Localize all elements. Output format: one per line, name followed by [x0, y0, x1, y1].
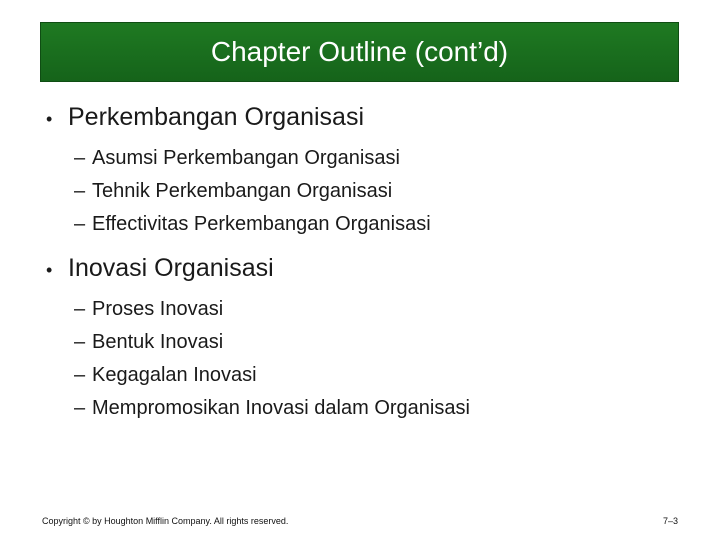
- slide-title: Chapter Outline (cont’d): [210, 36, 509, 67]
- list-item-text: Kegagalan Inovasi: [92, 364, 257, 386]
- list-item: [74, 142, 686, 175]
- list-item-text: Bentuk Inovasi: [92, 331, 224, 353]
- dash-icon: –: [74, 331, 86, 353]
- copyright-text: Copyright © by Houghton Mifflin Company. All rights reserved.: [42, 516, 289, 526]
- section-heading: [46, 251, 686, 287]
- section-heading-text: Inovasi Organisasi: [68, 254, 274, 282]
- list-item: [74, 392, 686, 425]
- bullet-icon: •: [46, 260, 53, 280]
- list-item-text: Tehnik Perkembangan Organisasi: [92, 180, 393, 202]
- list-item: [74, 359, 686, 392]
- page-number: 7–3: [662, 516, 678, 526]
- bullet-icon: •: [46, 109, 53, 129]
- list-item-text: Proses Inovasi: [92, 298, 224, 320]
- list-item-text: Effectivitas Perkembangan Organisasi: [92, 213, 431, 235]
- section-perkembangan: [46, 100, 686, 241]
- dash-icon: –: [74, 364, 86, 386]
- dash-icon: –: [74, 298, 86, 320]
- slide-content: [46, 100, 686, 425]
- section-inovasi: [46, 251, 686, 425]
- section-heading: [46, 100, 686, 136]
- section-heading-text: Perkembangan Organisasi: [68, 103, 364, 131]
- list-item: [74, 326, 686, 359]
- dash-icon: –: [74, 213, 86, 235]
- sub-list: [74, 293, 686, 425]
- list-item-text: Mempromosikan Inovasi dalam Organisasi: [92, 397, 470, 419]
- slide-footer: [42, 516, 678, 526]
- dash-icon: –: [74, 180, 86, 202]
- list-item-text: Asumsi Perkembangan Organisasi: [92, 147, 400, 169]
- list-item: [74, 208, 686, 241]
- dash-icon: –: [74, 397, 86, 419]
- list-item: [74, 175, 686, 208]
- dash-icon: –: [74, 147, 86, 169]
- list-item: [74, 293, 686, 326]
- slide-title-bar: [40, 22, 679, 82]
- sub-list: [74, 142, 686, 241]
